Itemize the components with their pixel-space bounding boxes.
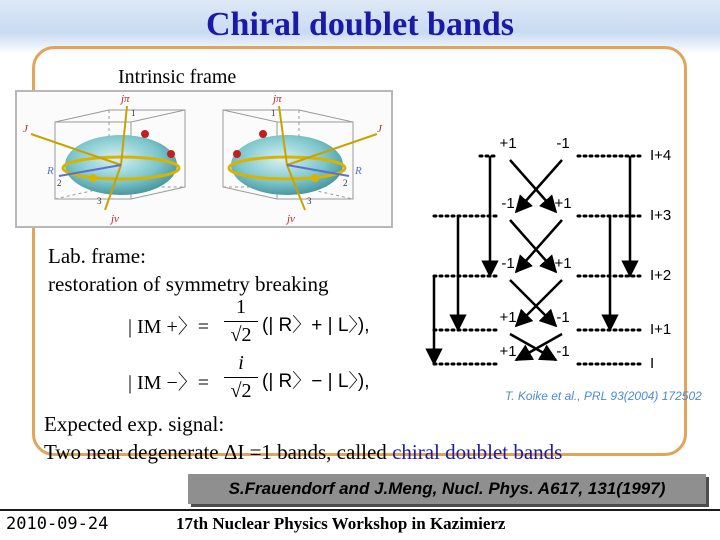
band-a-parity-label: -1 xyxy=(501,195,515,212)
cross-2a xyxy=(510,220,556,272)
intrinsic-frame-label: Intrinsic frame xyxy=(118,66,237,88)
citation-text: S.Frauendorf and J.Meng, Nucl. Phys. A617, 131(1997) xyxy=(228,479,666,498)
right-axis-3: 3 xyxy=(307,196,312,206)
band-b-parity-label: +1 xyxy=(554,195,572,212)
ellipsoid-illustration xyxy=(17,92,391,226)
lab-frame-subheading: restoration of symmetry breaking xyxy=(48,272,329,296)
cross-3a xyxy=(510,280,556,326)
footer-divider xyxy=(0,509,720,511)
right-axis-1: 1 xyxy=(271,108,276,118)
eq-plus-numerator: 1 xyxy=(236,296,246,318)
right-axis-2: 2 xyxy=(343,178,348,188)
footer-workshop: 17th Nuclear Physics Workshop in Kazimierz xyxy=(176,514,506,533)
band-a-parity-label: -1 xyxy=(501,255,515,272)
band-b-parity-label: +1 xyxy=(554,255,572,272)
eq-minus-lhs: | IM −〉= xyxy=(128,372,210,394)
left-axis-2: 2 xyxy=(57,178,62,188)
eq-plus-fraction-bar xyxy=(224,321,258,322)
lab-frame-text xyxy=(48,242,329,298)
band-b-parity-label: -1 xyxy=(556,309,570,326)
slide-title: Chiral doublet bands xyxy=(206,6,514,43)
signal-text xyxy=(44,440,562,465)
left-jnu-label: jν xyxy=(111,213,119,225)
eq-minus-fraction-bar xyxy=(224,377,258,378)
cross-4a xyxy=(510,334,556,360)
band-b-parity-label: -1 xyxy=(556,135,570,152)
cross-1a xyxy=(510,160,556,212)
intrinsic-frame-figure xyxy=(15,90,393,228)
spin-label: I+3 xyxy=(650,207,672,224)
eq-plus-lhs: | IM +〉= xyxy=(128,316,210,338)
signal-heading: Expected exp. signal: xyxy=(44,412,225,436)
spin-label: I+4 xyxy=(650,147,672,164)
level-labels xyxy=(499,135,671,372)
citation-box xyxy=(188,474,706,504)
eq-plus-denominator: √2 xyxy=(230,324,252,346)
band-a-parity-label: +1 xyxy=(499,343,517,360)
spin-label: I+2 xyxy=(650,267,672,284)
left-R-label: R xyxy=(47,165,54,177)
left-jpi-label: jπ xyxy=(121,93,130,105)
footer-date: 2010-09-24 xyxy=(6,514,109,534)
spin-label: I xyxy=(650,355,655,372)
right-R-label: R xyxy=(355,165,362,177)
cross-3b xyxy=(516,280,562,326)
eq-minus-rhs: (| R〉− | L〉), xyxy=(262,371,370,392)
reference-note: T. Koike et al., PRL 93(2004) 172502 xyxy=(505,389,702,403)
lab-frame-heading: Lab. frame: xyxy=(48,244,146,268)
transition-arrows xyxy=(434,156,630,364)
left-J-label: J xyxy=(23,123,28,135)
band-a-parity-label: +1 xyxy=(499,309,517,326)
band-b-parity-label: -1 xyxy=(556,343,570,360)
eq-minus-denominator: √2 xyxy=(230,380,252,402)
signal-text-highlight: chiral doublet bands xyxy=(392,440,563,464)
right-J-label: J xyxy=(377,123,382,135)
band-a-parity-label: +1 xyxy=(499,135,517,152)
left-axis-3: 3 xyxy=(97,196,102,206)
eq-minus-numerator: i xyxy=(238,352,244,374)
cross-4b xyxy=(516,334,562,360)
left-axis-1: 1 xyxy=(131,108,136,118)
spin-label: I+1 xyxy=(650,321,672,338)
level-scheme xyxy=(420,128,710,388)
right-jpi-label: jπ xyxy=(273,93,282,105)
signal-text-main: Two near degenerate ΔI =1 bands, called xyxy=(44,440,393,464)
right-jnu-label: jν xyxy=(287,213,295,225)
eq-plus-rhs: (| R〉+ | L〉), xyxy=(262,315,370,336)
